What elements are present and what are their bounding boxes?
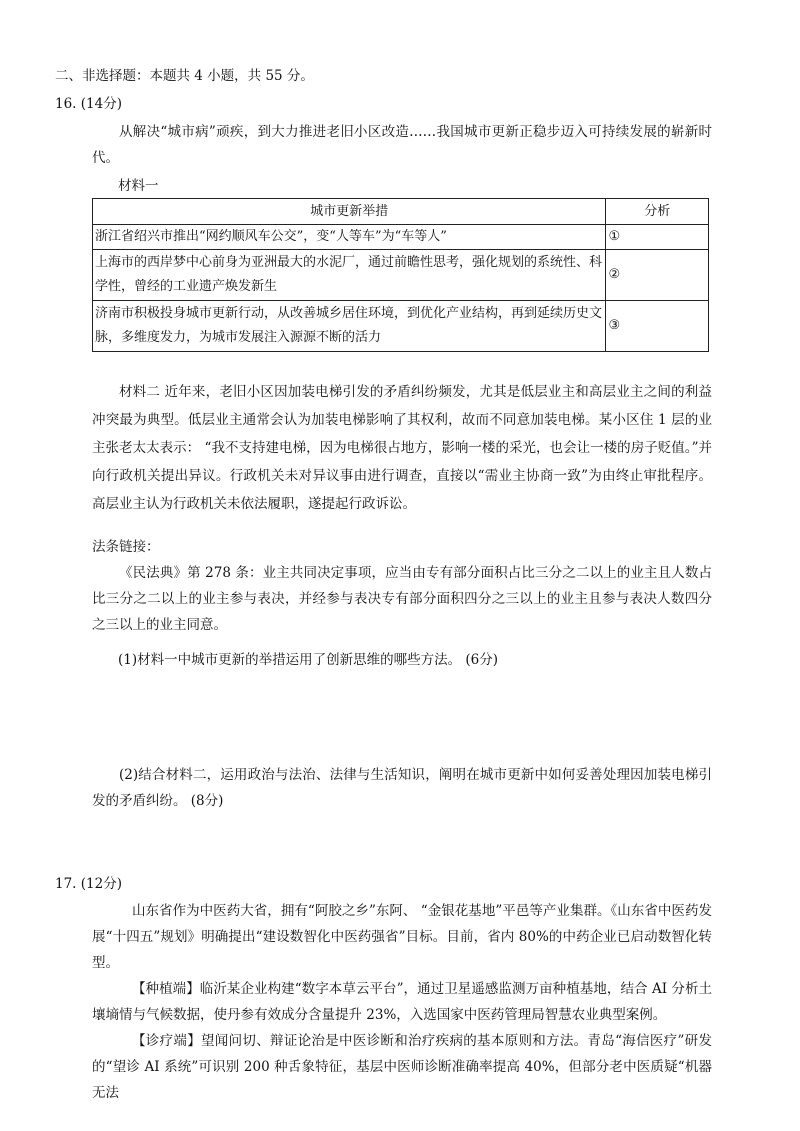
question-16-number: 16. (14分) (55, 96, 122, 112)
material-1-label: 材料一 (118, 178, 159, 194)
column-header-measures: 城市更新举措 (93, 199, 606, 225)
planting-section: 【种植端】临沂某企业构建“数字本草云平台”，通过卫星遥感监测万亩种植基地，结合 AI 分析土壤墒情与气候数据，使丹参有效成分含量提升 23%，入选国家中医药管理局智慧农业典型案例。 (92, 981, 712, 1023)
measure-cell: 浙江省绍兴市推出“网约顺风车公交”，变“人等车”为“车等人” (93, 225, 606, 250)
question-17-number: 17. (12分) (55, 876, 122, 892)
measure-cell: 上海市的西岸梦中心前身为亚洲最大的水泥厂，通过前瞻性思考，强化规划的系统性、科学性，曾经的工业遗产焕发新生 (93, 250, 606, 301)
civil-code-article: 《民法典》第 278 条：业主共同决定事项，应当由专有部分面积占比三分之二以上的业主且人数占比三分之二以上的业主参与表决，并经参与表决专有部分面积四分之三以上的业主且参与表决人数四分之三以上的业主同意。 (92, 565, 712, 633)
section-heading: 二、非选择题：本题共 4 小题，共 55 分。 (55, 68, 314, 84)
question-16-sub-1: (1)材料一中城市更新的举措运用了创新思维的哪些方法。 (6分) (118, 652, 499, 668)
column-header-analysis: 分析 (606, 199, 709, 225)
question-16-sub-2: (2)结合材料二，运用政治与法治、法律与生活知识，阐明在城市更新中如何妥善处理因加装电梯引发的矛盾纠纷。 (8分) (92, 767, 712, 809)
analysis-cell: ② (606, 250, 709, 301)
question-17-intro: 山东省作为中医药大省，拥有“阿胶之乡”东阿、 “金银花基地”平邑等产业集群。《山东省中医药发展“十四五”规划》明确提出“建设数智化中医药强省”目标。目前，省内 80%的中药企业已启动数智化转型。 (92, 903, 712, 971)
analysis-cell: ① (606, 225, 709, 250)
table-row (93, 301, 709, 352)
law-link-label: 法条链接： (92, 539, 160, 555)
measure-cell: 济南市积极投身城市更新行动，从改善城乡居住环境，到优化产业结构，再到延续历史文脉，多维度发力，为城市发展注入源源不断的活力 (93, 301, 606, 352)
table-row (93, 225, 709, 250)
table-row (93, 250, 709, 301)
question-16-intro: 从解决“城市病”顽疾，到大力推进老旧小区改造……我国城市更新正稳步迈入可持续发展的崭新时代。 (92, 124, 712, 166)
analysis-cell: ③ (606, 301, 709, 352)
material-2-text: 材料二 近年来，老旧小区因加装电梯引发的矛盾纠纷频发，尤其是低层业主和高层业主之间的利益冲突最为典型。低层业主通常会认为加装电梯影响了其权利，故而不同意加装电梯。某小区住 1 层的业主张老太太表示： “我不支持建电梯，因为电梯很占地方，影响一楼的采光，也会让一楼的房子贬值。”并向行政机关提出异议。行政机关未对异议事由进行调查，直接以“需业主协商一致”为由终止审批程序。高层业主认为行政机关未依法履职，遂提起行政诉讼。 (92, 384, 712, 512)
table-header-row (93, 199, 709, 225)
city-renewal-table (92, 198, 709, 352)
diagnosis-section: 【诊疗端】望闻问切、辩证论治是中医诊断和治疗疾病的基本原则和方法。青岛“海信医疗”研发的“望诊 AI 系统”可识别 200 种舌象特征，基层中医师诊断准确率提高 40%，但部分老中医质疑“机器无法 (92, 1033, 712, 1101)
